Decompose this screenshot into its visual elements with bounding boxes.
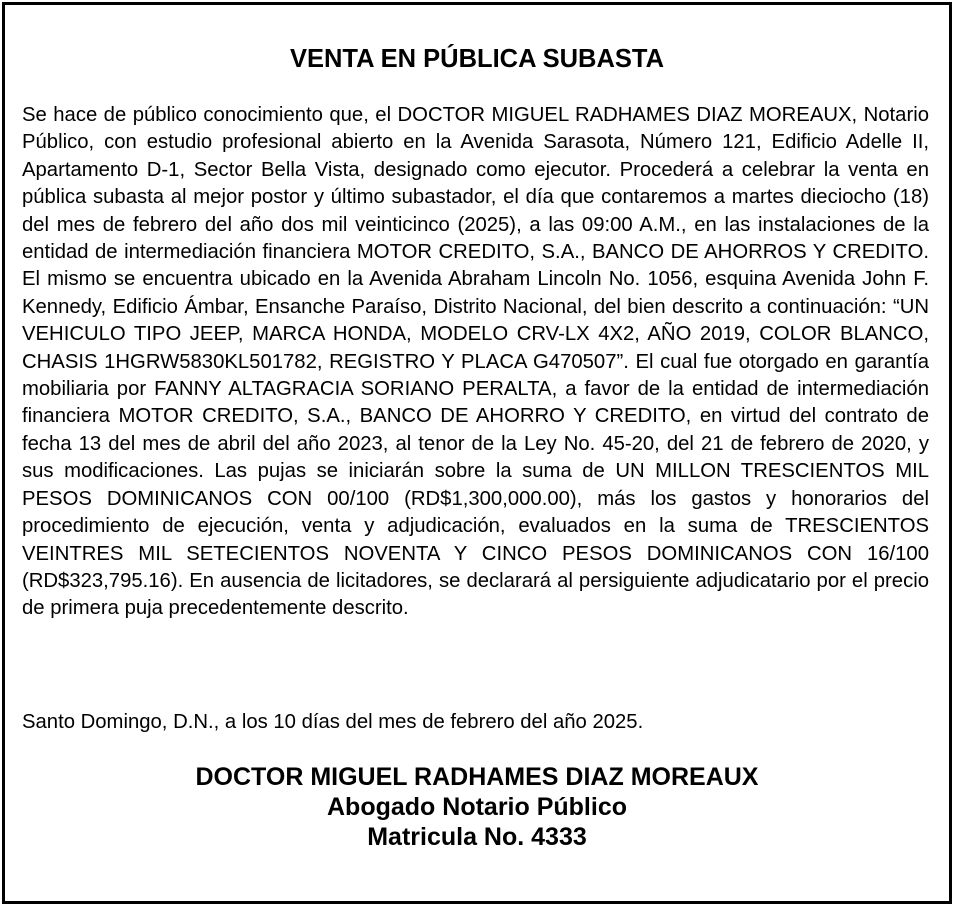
- public-notice: [2, 2, 952, 904]
- signature-name: DOCTOR MIGUEL RADHAMES DIAZ MOREAUX: [195, 763, 759, 791]
- signature-registration: Matricula No. 4333: [367, 823, 587, 851]
- notice-title: VENTA EN PÚBLICA SUBASTA: [289, 45, 664, 73]
- notice-date-line: Santo Domingo, D.N., a los 10 días del mes de febrero del año 2025.: [22, 711, 644, 733]
- notice-body: Se hace de público conocimiento que, el DOCTOR MIGUEL RADHAMES DIAZ MOREAUX, Notario Público, con estudio profesional abierto en la Avenida Sarasota, Número 121, Edificio Adelle II, Apartamento D-1, Sector Bella Vista, designado como ejecutor. Procederá a celebrar la venta en pública subasta al mejor postor y último subastador, el día que contaremos a martes dieciocho (18) del mes de febrero del año dos mil veinticinco (2025), a las 09:00 A.M., en las instalaciones de la entidad de intermediación financiera MOTOR CREDITO, S.A., BANCO DE AHORROS Y CREDITO. El mismo se encuentra ubicado en la Avenida Abraham Lincoln No. 1056, esquina Avenida John F. Kennedy, Edificio Ámbar, Ensanche Paraíso, Distrito Nacional, del bien descrito a continuación: “UN VEHICULO TIPO JEEP, MARCA HONDA, MODELO CRV-LX 4X2, AÑO 2019, COLOR BLANCO, CHASIS 1HGRW5830KL501782, REGISTRO Y PLACA G470507”. El cual fue otorgado en garantía mobiliaria por FANNY ALTAGRACIA SORIANO PERALTA, a favor de la entidad de intermediación financiera MOTOR CREDITO, S.A., BANCO DE AHORRO Y CREDITO, en virtud del contrato de fecha 13 del mes de abril del año 2023, al tenor de la Ley No. 45-20, del 21 de febrero de 2020, y sus modificaciones. Las pujas se iniciarán sobre la suma de UN MILLON TRESCIENTOS MIL PESOS DOMINICANOS CON 00/100 (RD$1,300,000.00), más los gastos y honorarios del procedimiento de ejecución, venta y adjudicación, evaluados en la suma de TRESCIENTOS VEINTRES MIL SETECIENTOS NOVENTA Y CINCO PESOS DOMINICANOS CON 16/100 (RD$323,795.16). En ausencia de licitadores, se declarará al persiguiente adjudicatario por el precio de primera puja precedentemente descrito.: [22, 104, 929, 620]
- signature-role: Abogado Notario Público: [327, 793, 627, 821]
- signature-block: [5, 762, 949, 852]
